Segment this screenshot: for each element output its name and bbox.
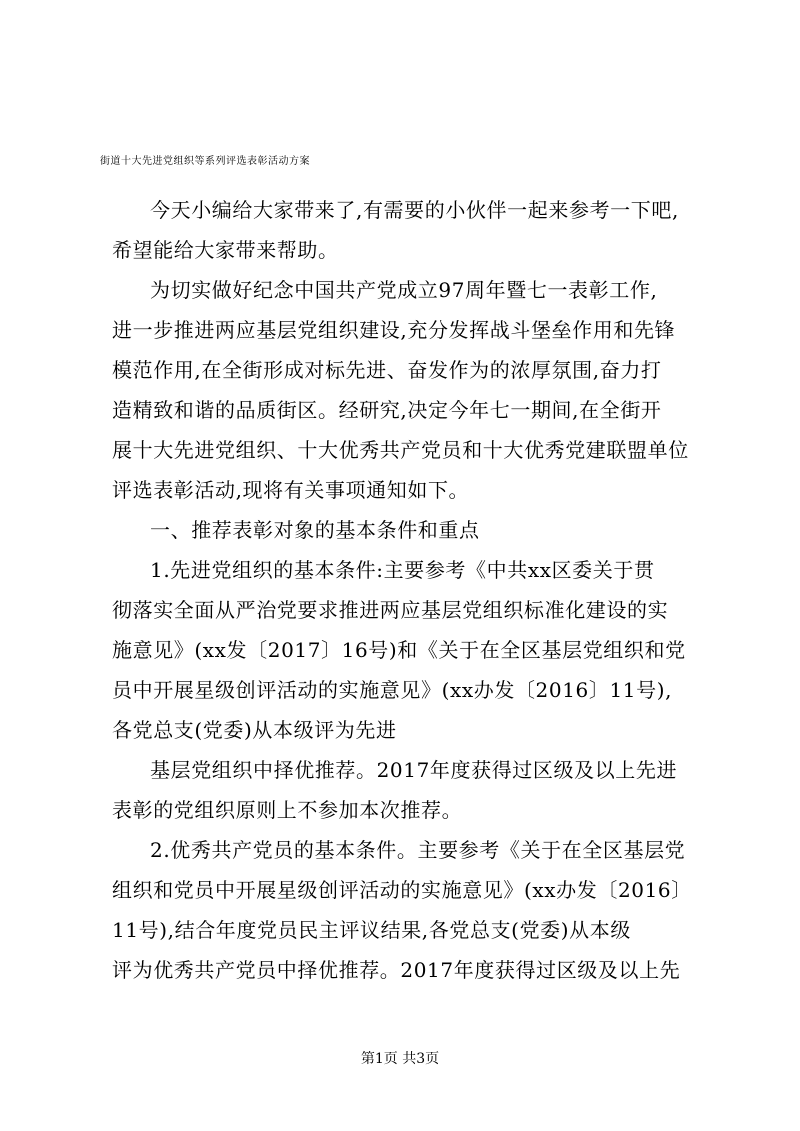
text-line: 希望能给大家带来帮助。 [112,238,339,262]
text-line: 组织和党员中开展星级创评活动的实施意见》(xx办发〔2016〕 [112,878,692,902]
text-line: 彻落实全面从严治党要求推进两应基层党组织标准化建设的实 [112,598,669,622]
text-line: 表彰的党组织原则上不参加本次推荐。 [112,798,463,822]
text-line: 模范作用,在全街形成对标先进、奋发作为的浓厚氛围,奋力打 [112,358,662,382]
text-line: 今天小编给大家带来了,有需要的小伙伴一起来参考一下吧, [150,198,679,222]
text-line: 2.优秀共产党员的基本条件。主要参考《关于在全区基层党 [150,838,686,862]
text-line: 员中开展星级创评活动的实施意见》(xx办发〔2016〕11号), [112,678,673,702]
text-line: 为切实做好纪念中国共产党成立97周年暨七一表彰工作, [150,278,658,302]
text-line: 11号),结合年度党员民主评议结果,各党总支(党委)从本级 [112,918,631,942]
text-line: 造精致和谐的品质街区。经研究,决定今年七一期间,在全街开 [112,398,662,422]
section-heading: 一、推荐表彰对象的基本条件和重点 [150,518,480,542]
text-line: 评为优秀共产党员中择优推荐。2017年度获得过区级及以上先 [112,958,681,982]
text-line: 1.先进党组织的基本条件:主要参考《中共xx区委关于贯 [150,558,655,582]
text-line: 基层党组织中择优推荐。2017年度获得过区级及以上先进 [150,758,678,782]
text-line: 各党总支(党委)从本级评为先进 [112,718,397,742]
text-line: 展十大先进党组织、十大优秀共产党员和十大优秀党建联盟单位 [112,438,689,462]
text-line: 进一步推进两应基层党组织建设,充分发挥战斗堡垒作用和先锋 [112,318,676,342]
document-title: 街道十大先进党组织等系列评选表彰活动方案 [100,156,310,167]
page-number-footer: 第1页 共3页 [360,1051,440,1067]
text-line: 评选表彰活动,现将有关事项通知如下。 [112,478,470,502]
text-line: 施意见》(xx发〔2017〕16号)和《关于在全区基层党组织和党 [112,638,686,662]
